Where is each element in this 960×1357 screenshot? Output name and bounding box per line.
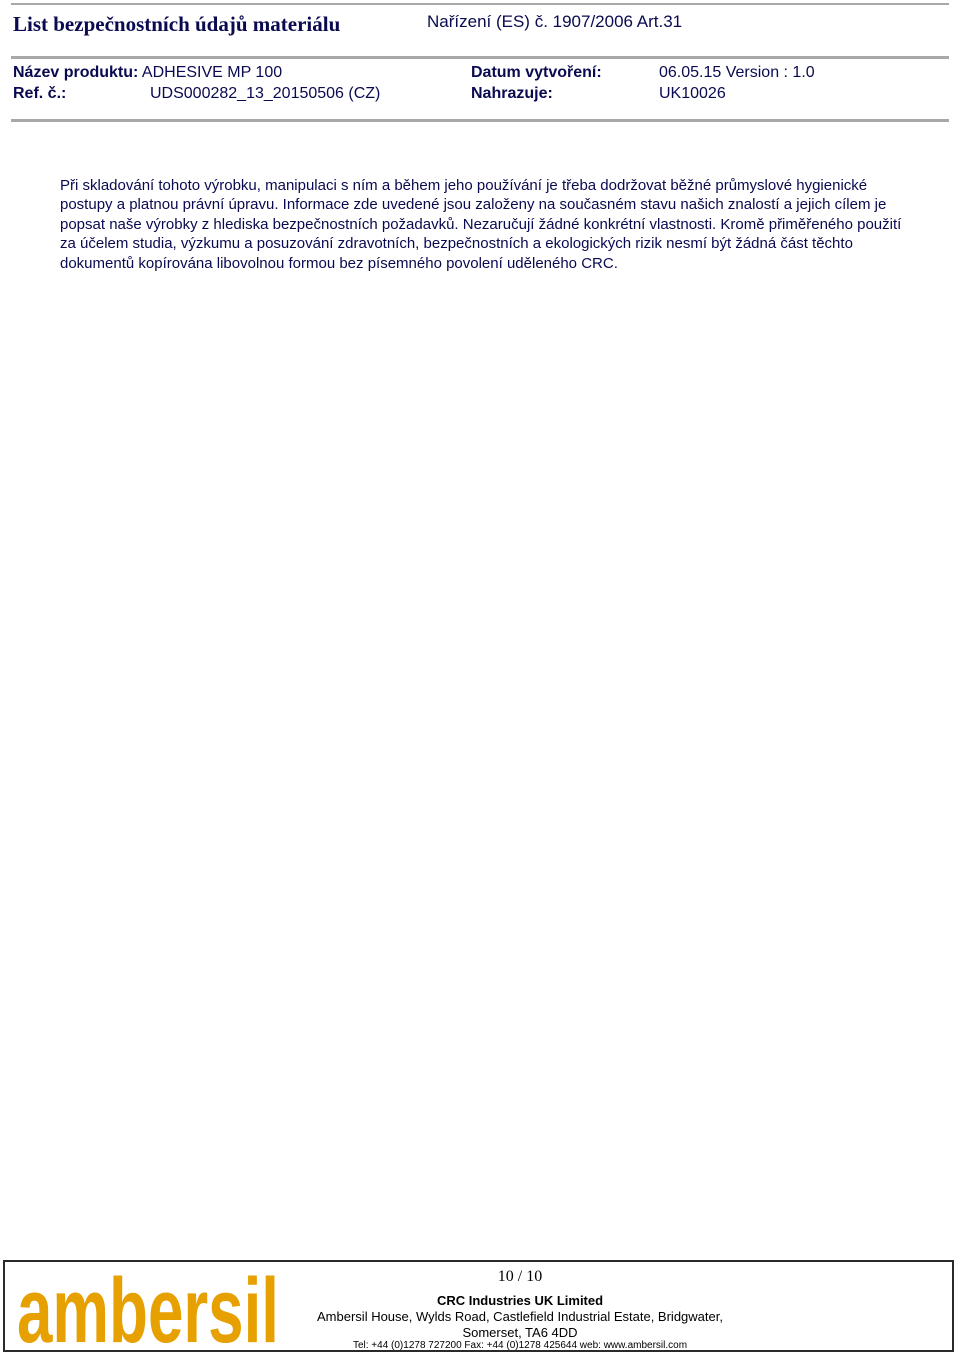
footer-address-line1: Ambersil House, Wylds Road, Castlefield Industrial Estate, Bridgwater, <box>317 1309 723 1324</box>
replaces-label: Nahrazuje: <box>471 85 553 102</box>
footer-address-line2: Somerset, TA6 4DD <box>462 1325 578 1340</box>
date-created-value <box>659 64 815 82</box>
top-rule <box>11 3 949 5</box>
replaces-value: UK10026 <box>659 85 726 102</box>
date-created-label <box>471 64 602 82</box>
document-title: List bezpečnostních údajů materiálu <box>13 12 341 36</box>
footer-contact: Tel: +44 (0)1278 727200 Fax: +44 (0)1278 425644 web: www.ambersil.com <box>352 1340 688 1351</box>
ref-value: UDS000282_13_20150506 (CZ) <box>150 85 381 102</box>
regulation-reference: Nařízení (ES) č. 1907/2006 Art.31 <box>427 12 683 31</box>
replaces-label-wrap <box>471 85 553 103</box>
reference-number <box>13 85 66 103</box>
replaces-value-wrap <box>659 85 726 103</box>
date-value: 06.05.15 Version : 1.0 <box>659 64 815 81</box>
product-name-label <box>13 64 282 82</box>
header-bottom-rule <box>11 119 949 122</box>
header-rule <box>11 56 949 59</box>
page-number: 10 / 10 <box>497 1268 543 1285</box>
product-label: Název produktu: <box>13 64 139 81</box>
disclaimer-paragraph: Při skladování tohoto výrobku, manipulaci s ním a během jeho používání je třeba dodržovat běžné průmyslové hygienické postupy a platnou právní úpravu. Informace zde uvedené jsou založeny na současném stavu našich znalostí a jejich cílem je popsat naše výrobky z hlediska bezpečnostních požadavků. Nezaručují žádné konkrétní vlastnosti. Kromě přiměřeného použití za účelem studia, výzkumu a posuzování zdravotních, bezpečnostních a ekologických rizik nesmí být žádná část těchto dokumentů kopírována libovolnou formou bez písemného povolení uděleného CRC. <box>60 177 902 272</box>
ref-label: Ref. č.: <box>13 85 67 102</box>
ambersil-logo <box>13 1260 283 1357</box>
product-value: ADHESIVE MP 100 <box>141 64 283 81</box>
footer-company: CRC Industries UK Limited <box>436 1293 604 1308</box>
ref-value-wrap <box>150 85 380 103</box>
date-label: Datum vytvoření: <box>471 64 602 81</box>
logo-wordmark: ambersil <box>17 1260 279 1357</box>
